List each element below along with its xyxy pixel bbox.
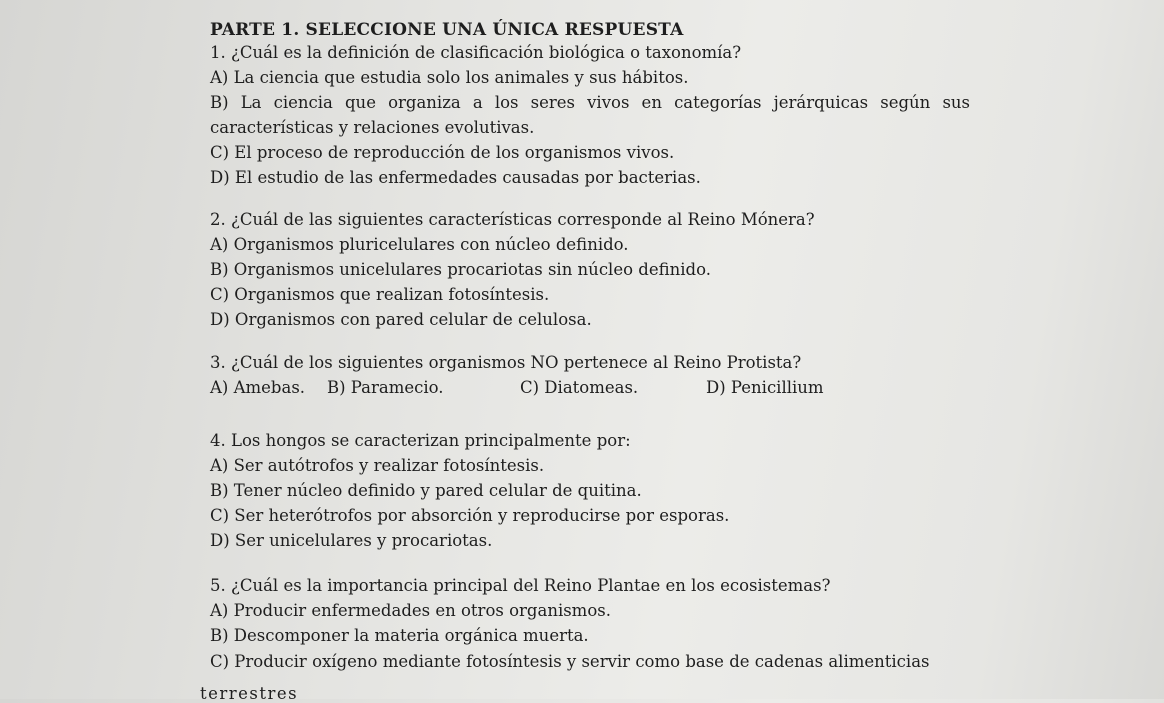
q3-option-b: B) Paramecio. [327,378,444,397]
q2-option-c: C) Organismos que realizan fotosíntesis. [210,285,550,304]
q3-option-d: D) Penicillium [706,378,824,397]
q1-option-b-line1: B) La ciencia que organiza a los seres vivos en categorías jerárquicas según sus [210,93,970,112]
q1-option-c: C) El proceso de reproducción de los organismos vivos. [210,143,675,162]
q4-option-a: A) Ser autótrofos y realizar fotosíntesis. [210,456,545,475]
q1-option-b-line2: características y relaciones evolutivas. [210,118,535,137]
q5-option-a: A) Producir enfermedades en otros organismos. [210,601,611,620]
q4-option-d: D) Ser unicelulares y procariotas. [210,531,493,550]
question-3: 3. ¿Cuál de los siguientes organismos NO pertenece al Reino Protista? [210,353,802,372]
section-title: PARTE 1. SELECCIONE UNA ÚNICA RESPUESTA [210,20,684,40]
question-5: 5. ¿Cuál es la importancia principal del Reino Plantae en los ecosistemas? [210,576,831,595]
q3-option-c: C) Diatomeas. [520,378,639,397]
q2-option-b: B) Organismos unicelulares procariotas sin núcleo definido. [210,260,711,279]
q4-option-b: B) Tener núcleo definido y pared celular de quitina. [210,481,642,500]
q3-option-a: A) Amebas. [210,378,306,397]
q4-option-c: C) Ser heterótrofos por absorción y reproducirse por esporas. [210,506,730,525]
question-1: 1. ¿Cuál es la definición de clasificación biológica o taxonomía? [210,43,742,62]
q5-option-b: B) Descomponer la materia orgánica muerta. [210,626,589,645]
q2-option-d: D) Organismos con pared celular de celulosa. [210,310,592,329]
q1-option-d: D) El estudio de las enfermedades causadas por bacterias. [210,168,701,187]
q2-option-a: A) Organismos pluricelulares con núcleo definido. [210,235,629,254]
q1-option-a: A) La ciencia que estudia solo los animales y sus hábitos. [210,68,689,87]
q5-option-c-line1: C) Producir oxígeno mediante fotosíntesis y servir como base de cadenas alimenticias [210,652,930,671]
question-2: 2. ¿Cuál de las siguientes características corresponde al Reino Mónera? [210,210,815,229]
question-4: 4. Los hongos se caracterizan principalmente por: [210,431,631,450]
q5-option-c-line2: terrestres [200,684,299,703]
